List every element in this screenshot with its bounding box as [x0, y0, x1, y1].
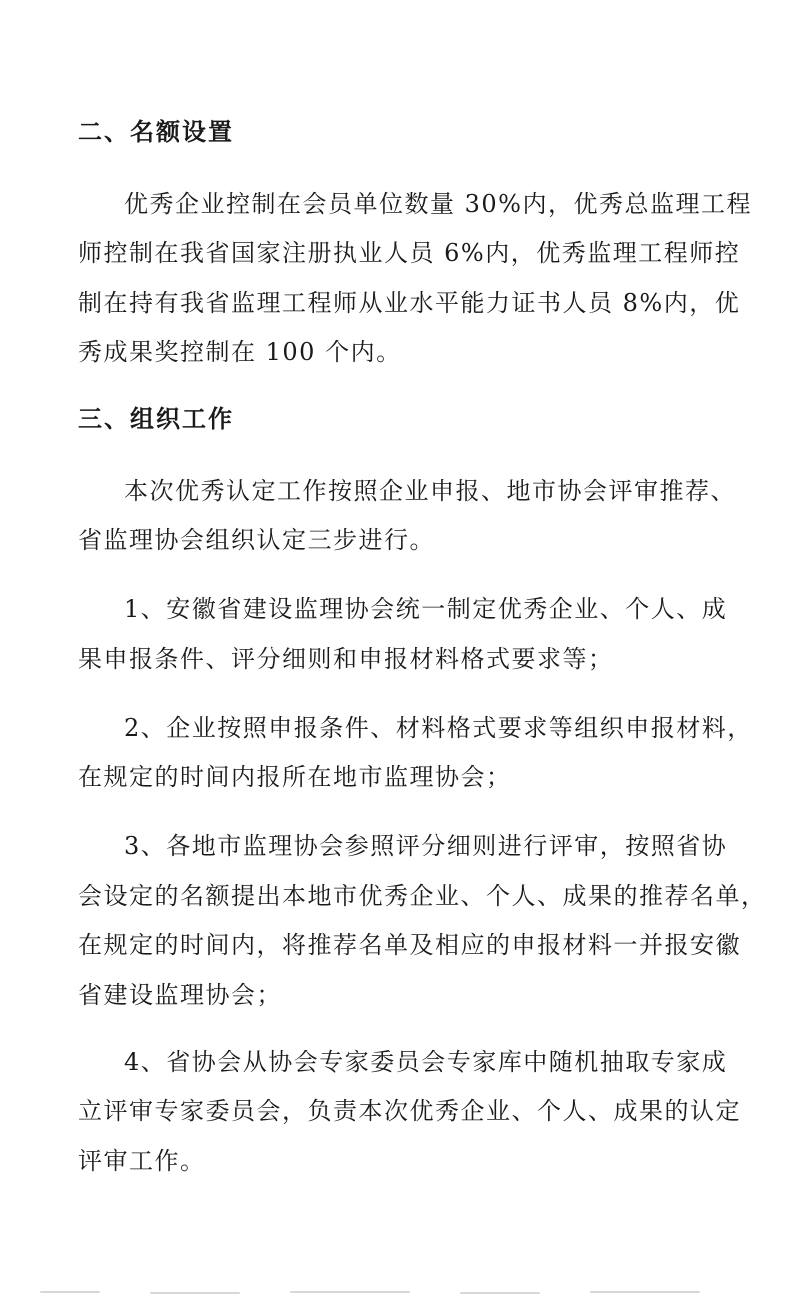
section-heading-quota: 二、名额设置: [78, 117, 234, 146]
paragraph-line: 评审工作。: [78, 1147, 206, 1175]
paragraph-line: 立评审专家委员会，负责本次优秀企业、个人、成果的认定: [78, 1097, 741, 1125]
paragraph-line: 秀成果奖控制在 100 个内。: [78, 338, 402, 366]
scan-artifact: [290, 1291, 410, 1293]
scan-artifact: [590, 1291, 700, 1293]
paragraph-line: 师控制在我省国家注册执业人员 6%内，优秀监理工程师控: [78, 239, 741, 267]
paragraph-line: 1、安徽省建设监理协会统一制定优秀企业、个人、成: [124, 595, 728, 623]
paragraph-line: 制在持有我省监理工程师从业水平能力证书人员 8%内，优: [78, 289, 741, 317]
paragraph-line: 本次优秀认定工作按照企业申报、地市协会评审推荐、: [124, 477, 736, 505]
scan-artifact: [460, 1292, 540, 1294]
paragraph-line: 省监理协会组织认定三步进行。: [78, 526, 435, 554]
section-heading-organization: 三、组织工作: [78, 404, 234, 433]
paragraph-line: 会设定的名额提出本地市优秀企业、个人、成果的推荐名单，: [78, 882, 767, 910]
scan-artifact: [40, 1291, 100, 1293]
paragraph-line: 4、省协会从协会专家委员会专家库中随机抽取专家成: [124, 1048, 728, 1076]
scan-artifact: [150, 1292, 240, 1294]
paragraph-line: 在规定的时间内报所在地市监理协会；: [78, 763, 512, 791]
paragraph-line: 2、企业按照申报条件、材料格式要求等组织申报材料，: [124, 714, 753, 742]
paragraph-line: 省建设监理协会；: [78, 981, 282, 1009]
paragraph-line: 在规定的时间内，将推荐名单及相应的申报材料一并报安徽: [78, 931, 741, 959]
paragraph-line: 优秀企业控制在会员单位数量 30%内，优秀总监理工程: [124, 190, 752, 218]
paragraph-line: 果申报条件、评分细则和申报材料格式要求等；: [78, 645, 614, 673]
paragraph-line: 3、各地市监理协会参照评分细则进行评审，按照省协: [124, 832, 728, 860]
